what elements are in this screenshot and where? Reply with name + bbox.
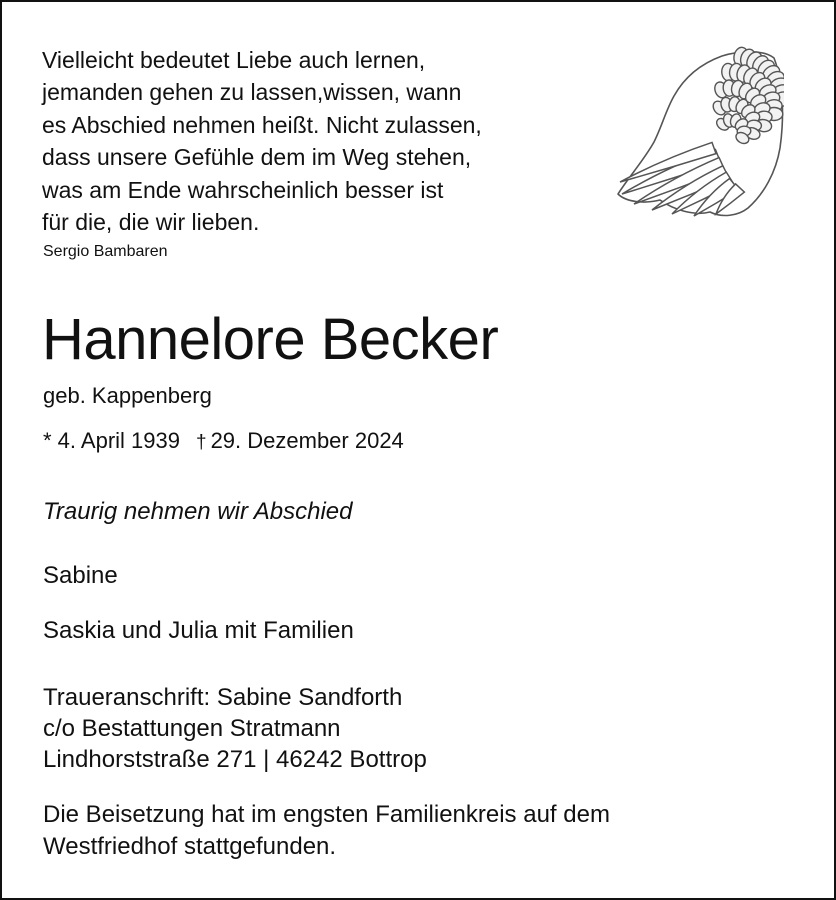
- poem-line: jemanden gehen zu lassen,wissen, wann: [42, 79, 462, 106]
- poem-line: es Abschied nehmen heißt. Nicht zulassen,: [42, 111, 482, 138]
- address-line: Lindhorststraße 271 | 46242 Bottrop: [43, 746, 427, 773]
- poem-line: für die, die wir lieben.: [42, 209, 260, 236]
- poem: [42, 44, 602, 238]
- life-dates: [43, 427, 404, 457]
- birth-date: * 4. April 1939: [43, 428, 180, 453]
- burial-line: Westfriedhof stattgefunden.: [43, 833, 337, 860]
- mourning-intro: Traurig nehmen wir Abschied: [43, 498, 353, 525]
- poem-line: dass unsere Gefühle dem im Weg stehen,: [42, 144, 472, 171]
- poem-line: was am Ende wahrscheinlich besser ist: [42, 176, 444, 203]
- cross-icon: †: [195, 432, 207, 453]
- burial-notice: [43, 799, 610, 863]
- maiden-name: geb. Kappenberg: [43, 383, 212, 408]
- address-line: c/o Bestattungen Stratmann: [43, 715, 341, 742]
- angel-wing-icon: [614, 44, 784, 220]
- mourner-family: Saskia und Julia mit Familien: [43, 617, 354, 644]
- burial-line: Die Beisetzung hat im engsten Familienkreis auf dem: [43, 801, 610, 828]
- death-date: 29. Dezember 2024: [210, 428, 404, 453]
- deceased-name: Hannelore Becker: [42, 307, 499, 372]
- mourning-address: [43, 682, 427, 775]
- mourner-primary: Sabine: [43, 562, 118, 589]
- poem-author: Sergio Bambaren: [43, 243, 168, 260]
- address-line: Traueranschrift: Sabine Sandforth: [43, 684, 403, 711]
- poem-line: Vielleicht bedeutet Liebe auch lernen,: [42, 47, 426, 73]
